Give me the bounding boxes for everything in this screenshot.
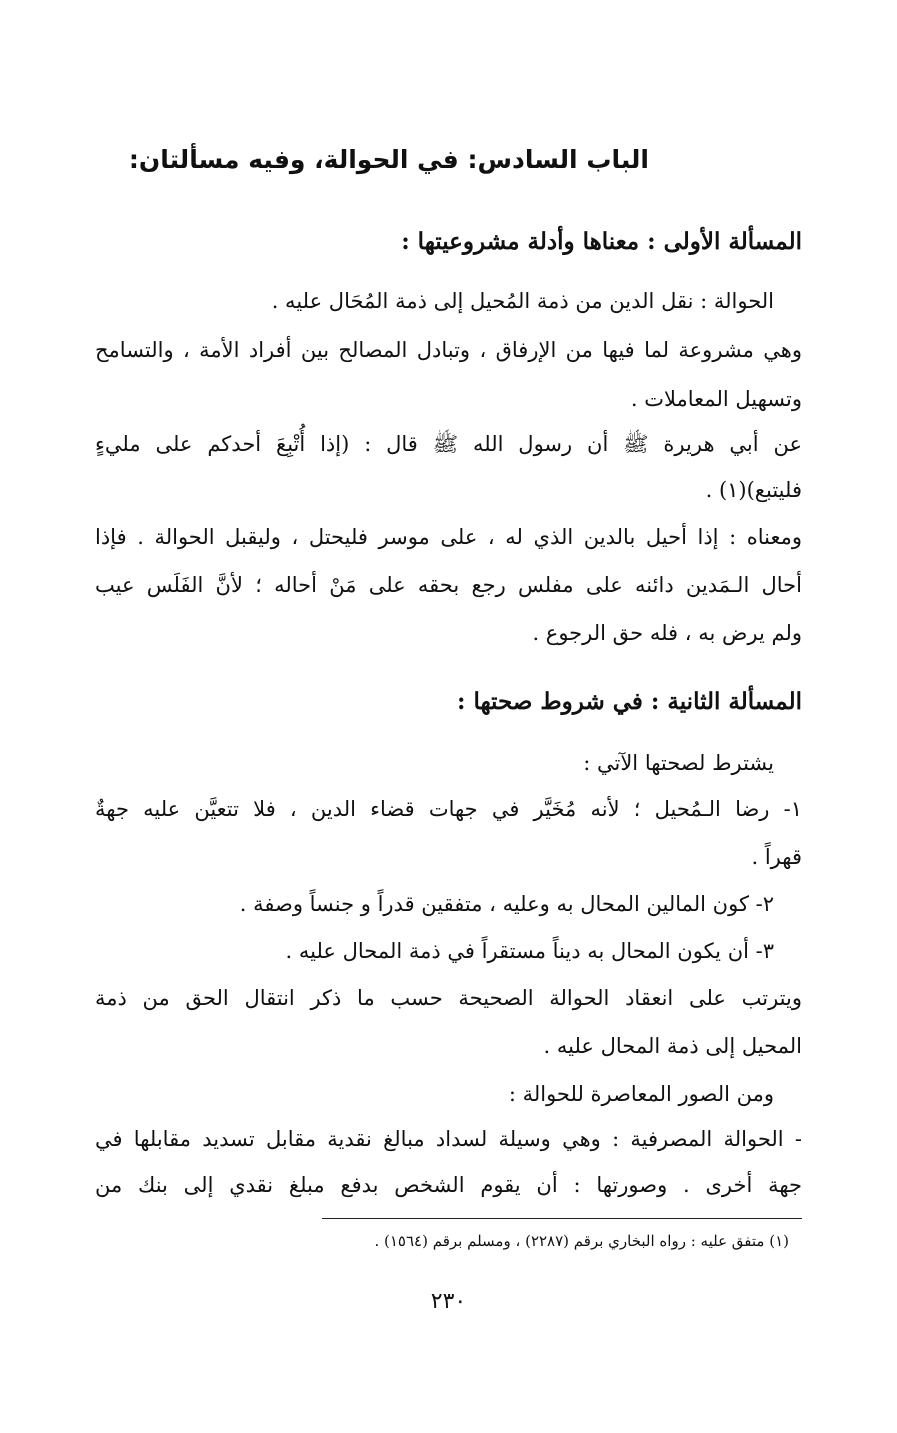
paragraph-line: أحال الـمَدين دائنه على مفلس رجع بحقه على مَنْ أحاله ؛ لأنَّ الفَلَس عيب xyxy=(95,573,802,597)
paragraph-line: الحوالة : نقل الدين من ذمة المُحيل إلى ذمة المُحَال عليه . xyxy=(271,289,774,313)
hadith-line: فليتبع)(١) . xyxy=(705,478,802,502)
section-heading-2: المسألة الثانية : في شروط صحتها : xyxy=(456,688,802,715)
paragraph-line: وتسهيل المعاملات . xyxy=(630,387,802,411)
paragraph-line: وهي مشروعة لما فيها من الإرفاق ، وتبادل المصالح بين أفراد الأمة ، والتسامح xyxy=(95,338,802,362)
condition-item: ٣- أن يكون المحال به ديناً مستقراً في ذمة المحال عليه . xyxy=(285,939,774,963)
condition-item: ١- رضا الـمُحيل ؛ لأنه مُخَيَّر في جهات قضاء الدين ، فلا تتعيَّن عليه جهةٌ xyxy=(95,797,802,821)
paragraph-line: جهة أخرى . وصورتها : أن يقوم الشخص بدفع مبلغ نقدي إلى بنك من xyxy=(95,1173,802,1197)
section-heading-1: المسألة الأولى : معناها وأدلة مشروعيتها : xyxy=(401,228,802,255)
footnote-divider xyxy=(322,1218,802,1219)
condition-item: ٢- كون المالين المحال به وعليه ، متفقين قدراً و جنساً وصفة . xyxy=(239,892,774,916)
paragraph-line: المحيل إلى ذمة المحال عليه . xyxy=(543,1034,802,1058)
paragraph-line: - الحوالة المصرفية : وهي وسيلة لسداد مبالغ نقدية مقابل تسديد مقابلها في xyxy=(95,1127,802,1151)
chapter-title: الباب السادس: في الحوالة، وفيه مسألتان: xyxy=(128,145,649,174)
paragraph-line: ومعناه : إذا أحيل بالدين الذي له ، على موسر فليحتل ، وليقبل الحوالة . فإذا xyxy=(95,525,802,549)
paragraph-line: ومن الصور المعاصرة للحوالة : xyxy=(508,1082,774,1106)
paragraph-line: يشترط لصحتها الآتي : xyxy=(583,751,774,775)
paragraph-line: ولم يرض به ، فله حق الرجوع . xyxy=(532,621,802,645)
footnote: (١) متفق عليه : رواه البخاري برقم (٢٢٨٧) ، ومسلم برقم (١٥٦٤) . xyxy=(374,1232,789,1250)
condition-item: قهراً . xyxy=(751,845,802,869)
page-number: ٢٣٠ xyxy=(430,1289,467,1314)
paragraph-line: ويترتب على انعقاد الحوالة الصحيحة حسب ما ذكر انتقال الحق من ذمة xyxy=(95,986,802,1010)
hadith-line: عن أبي هريرة ﷺ أن رسول الله ﷺ قال : (إذا أُتْبِعَ أحدكم على مليءٍ xyxy=(95,432,802,456)
